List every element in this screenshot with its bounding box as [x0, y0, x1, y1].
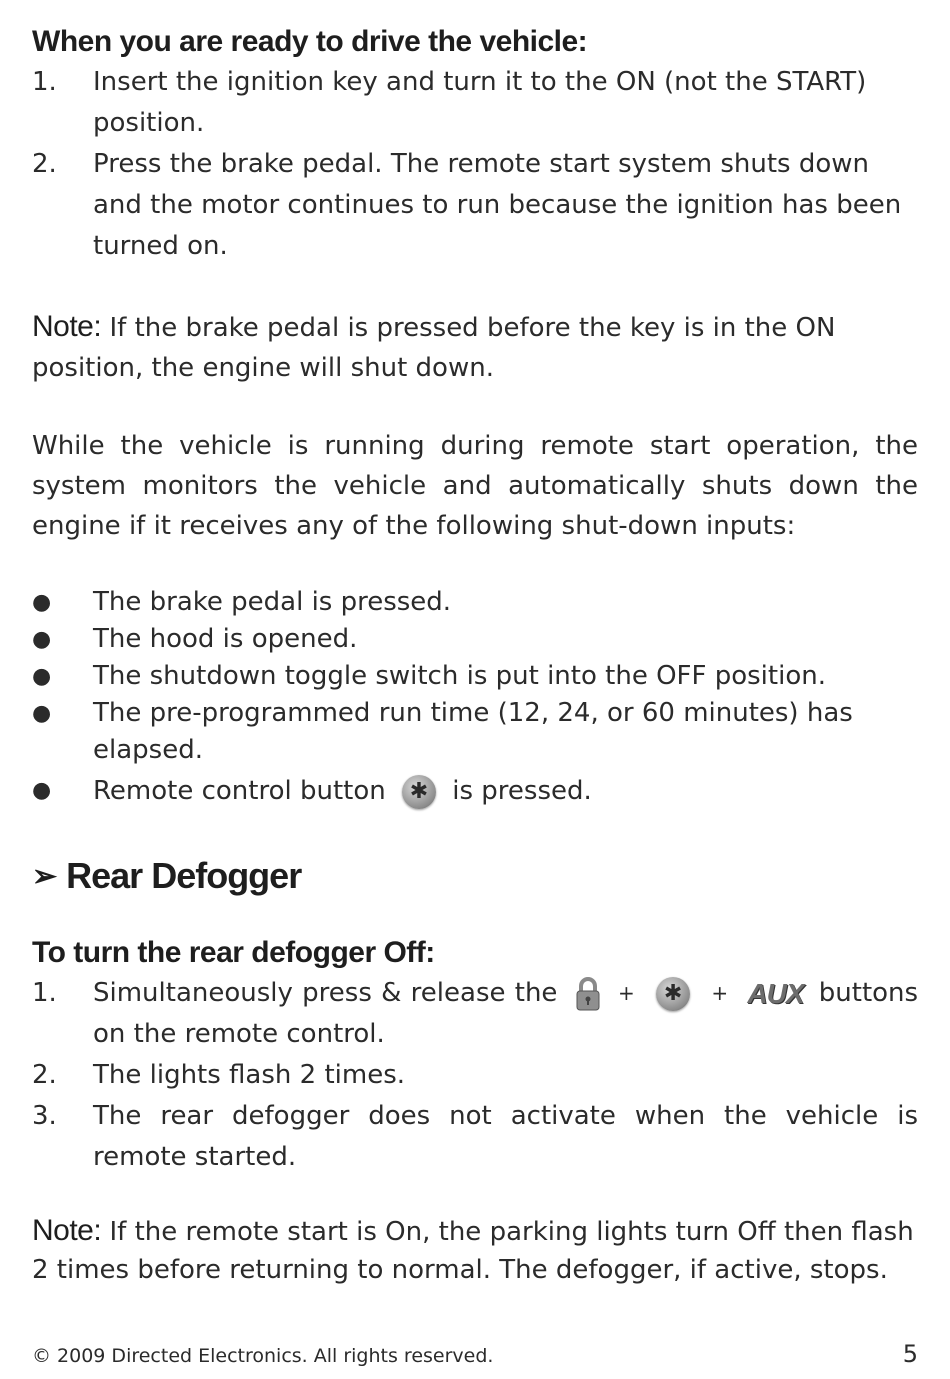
ready-heading: When you are ready to drive the vehicle: [32, 25, 588, 58]
list-item [32, 1055, 918, 1096]
shutdown-inputs-list [32, 584, 918, 813]
defogger-subheading: To turn the rear defogger Off: [32, 936, 435, 969]
step-text-after: buttons on the remote control. [93, 978, 919, 1049]
note-label: Note: [32, 310, 102, 343]
ready-steps [32, 62, 918, 267]
step-number: 3. [32, 1101, 57, 1131]
list-item [32, 144, 918, 267]
bullet-icon: ● [32, 627, 52, 652]
note-text: If the remote start is On, the parking lights turn Off then flash 2 times before returning to normal. The defogger, if active, stops. [32, 1217, 914, 1285]
note-brake [32, 307, 918, 388]
star-button-icon [402, 775, 436, 809]
list-item [32, 658, 918, 695]
rear-defogger-title [32, 855, 918, 897]
remote-item-before: Remote control button [93, 776, 386, 806]
list-item [32, 62, 918, 144]
copyright-text: © 2009 Directed Electronics. All rights reserved. [32, 1345, 494, 1367]
bullet-icon: ● [32, 701, 52, 726]
step-text: Press the brake pedal. The remote start system shuts down and the motor continues to run because the ignition has been turned on. [93, 149, 902, 261]
note-label: Note: [32, 1214, 102, 1247]
defogger-steps [32, 973, 918, 1178]
step-number: 1. [32, 978, 57, 1008]
page-footer [32, 1340, 918, 1368]
shutdown-input-text: The pre-programmed run time (12, 24, or 60 minutes) has elapsed. [93, 698, 853, 765]
step-text: The rear defogger does not activate when the vehicle is remote started. [93, 1101, 918, 1172]
step-number: 1. [32, 67, 57, 97]
aux-button-icon: AUX [747, 978, 804, 1009]
list-item [32, 621, 918, 658]
plus-sign: + [618, 981, 635, 1005]
shutdown-input-text: The shutdown toggle switch is put into the OFF position. [93, 661, 826, 691]
step-number: 2. [32, 149, 57, 179]
manual-page [32, 22, 918, 1289]
remote-item-after: is pressed. [452, 776, 592, 806]
section-title-text: Rear Defogger [66, 855, 302, 896]
step-text: The lights flash 2 times. [93, 1060, 406, 1090]
shutdown-input-text: The hood is opened. [93, 624, 358, 654]
list-item [32, 769, 918, 813]
shutdown-input-text: The brake pedal is pressed. [93, 587, 452, 617]
star-button-icon [656, 977, 690, 1011]
bullet-icon: ● [32, 590, 52, 615]
lock-icon [575, 976, 601, 1012]
list-item [32, 695, 918, 769]
page-number: 5 [902, 1340, 918, 1368]
monitor-paragraph: While the vehicle is running during remote start operation, the system monitors the vehicle and automatically shuts down the engine if it receives any of the following shut-down inputs: [32, 431, 918, 541]
step-text-before: Simultaneously press & release the [93, 978, 558, 1008]
note-text: If the brake pedal is pressed before the key is in the ON position, the engine will shut down. [32, 313, 836, 383]
note-remote-start [32, 1212, 918, 1289]
plus-sign: + [711, 981, 729, 1005]
list-item [32, 1096, 918, 1178]
step-text: Insert the ignition key and turn it to the ON (not the START) position. [93, 67, 867, 138]
step-number: 2. [32, 1060, 57, 1090]
list-item [32, 584, 918, 621]
list-item [32, 973, 918, 1055]
bullet-icon: ● [32, 664, 52, 689]
arrow-right-icon: ➢ [32, 859, 57, 893]
bullet-icon: ● [32, 778, 52, 803]
